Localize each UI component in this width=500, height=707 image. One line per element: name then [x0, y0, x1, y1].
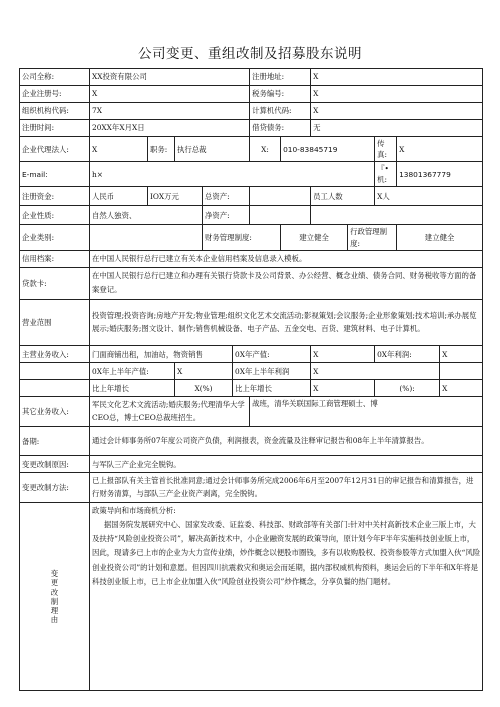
reg-address-label: 注册地址: [250, 69, 311, 86]
h1-output-value: X [175, 363, 233, 380]
org-code-value: 7X [90, 103, 250, 120]
loan-card-label: 贷款卡: [20, 267, 90, 300]
finance-label: 财务管理制度: [203, 225, 281, 250]
growth2-label: 比上年增长 [233, 380, 311, 397]
computer-code-value: X [311, 103, 483, 120]
category-value [90, 225, 203, 250]
company-name-label: 公司全称: [20, 69, 90, 86]
method-value: 已上报部队有关主管首长批准同意;通过会计师事务所完成2006年6月至2007年12月31日的审记报告和清算报告，进行财务清算，与部队三产企业资产剥离，完全脱钩。 [90, 473, 483, 503]
blank-cell [20, 380, 90, 397]
credit-file-value: 在中国人民银行总行已建立有关本企业信用档案及信息录入模板。 [90, 250, 483, 267]
net-assets-blank [311, 206, 483, 225]
position-value: 执行总裁 [175, 137, 250, 162]
reg-address-value: X [311, 69, 483, 86]
change-reason-content [90, 503, 483, 691]
change-reason-side-label: 变更改制理由 [20, 503, 90, 691]
tax-no-label: 税务编号: [250, 86, 311, 103]
admin-label: 行政管理制度: [348, 225, 397, 250]
notes-value: 通过会计师事务所07年度公司资产负债，利润报表，资金流量及注释审记报告和08年上半年清算报告。 [90, 427, 483, 456]
reg-no-value: X [90, 86, 250, 103]
reg-time-label: 注册时间: [20, 120, 90, 137]
mobile-value: 13801367779 [397, 162, 483, 187]
output-value: X [311, 346, 375, 363]
reg-time-value: 20XX年X月X日 [90, 120, 250, 137]
phone-value: 010-83845719 [281, 137, 375, 162]
capital-label: 注册资金: [20, 187, 90, 206]
computer-code-label: 计算机代码: [250, 103, 311, 120]
growth2-value: X [311, 380, 375, 397]
fax-label: 传真: [375, 137, 397, 162]
capital-currency: 人民币 [90, 187, 148, 206]
page-title: 公司变更、重组改制及招募股东说明 [138, 46, 362, 62]
blank-cell [440, 363, 483, 380]
reason-label: 变更改制原因: [20, 456, 90, 473]
tax-no-value: X [311, 86, 483, 103]
nature-label: 企业性质: [20, 206, 90, 225]
growth-value: X(%) [175, 380, 233, 397]
company-name-value: XX投资有限公司 [90, 69, 250, 86]
org-code-label: 组织机构代码: [20, 103, 90, 120]
reason-paragraph: 据国务院发展研究中心、国家发改委、证监委、科技部、财政部等有关部门:针对中关村高新技术企业三版上市，大及扶持“风险创业投资公司”，解决高新技术中，小企业融资发展的政策导向，原计划今年F半年实施科技创业版上市，因此，现请多已上市的企业为大力宣传业绩，炒作概念以便股市圈钱，多有以收购股权、投资参股等方式加盟入伙“风险创业投资公司”的计划和意愿。但因四川抗震救灾和奥运会而延期，据内部权威机构预料，奥运会后的下半年和X年将是科技创业版上市，已上市企业加盟入伙“风险创业投资公司”炒作概念，分享负鬟的热门题材。 [92, 520, 481, 586]
admin-value: 建立健全 [397, 225, 483, 250]
notes-label: 备期: [20, 427, 90, 456]
h1-profit-value: X [311, 363, 440, 380]
method-label: 变更改制方法: [20, 473, 90, 503]
total-assets-value [250, 187, 311, 206]
fax-value: X [397, 137, 483, 162]
legal-rep-label: 企业代理法人: [20, 137, 90, 162]
other-income-value-2: 战班，清华关联国际工商管理硕士、博 [250, 397, 483, 427]
staff-value: X人 [375, 187, 483, 206]
mobile-label: 『•机: [375, 162, 397, 187]
reason-heading: 政策导向和市场商机分析: [92, 506, 176, 516]
net-assets-value [250, 206, 311, 225]
email-label: E-mail: [20, 162, 90, 187]
reason-value: 与军队三产企业完全脱钩。 [90, 456, 483, 473]
email-value: h× [90, 162, 375, 187]
position-label: 职务: [148, 137, 175, 162]
profit-value: X [440, 346, 483, 363]
debt-value: 无 [311, 120, 483, 137]
other-income-value: 军民文化艺术文流活动;婚庆服务;代理清华大学CEO总，博士CEO总裁班招生。 [90, 397, 250, 427]
other-income-label: 其它业务收入: [20, 397, 90, 427]
category-label: 企业类别: [20, 225, 90, 250]
nature-value: 自然人独资、 [90, 206, 203, 225]
total-assets-label: 总资产: [203, 187, 250, 206]
company-info-table [19, 68, 483, 691]
credit-file-label: 信用档案: [20, 250, 90, 267]
pct-value: X [440, 380, 483, 397]
debt-label: 借贷债务: [250, 120, 311, 137]
profit-label: 0X年利润: [375, 346, 440, 363]
net-assets-label: 净资产: [203, 206, 250, 225]
pct-label: (%): [375, 380, 440, 397]
blank-cell [20, 363, 90, 380]
staff-label: 员工人数 [311, 187, 375, 206]
legal-rep-value: X [90, 137, 148, 162]
reg-no-label: 企业注册号: [20, 86, 90, 103]
capital-amount: IOX万元 [148, 187, 203, 206]
finance-value: 建立健全 [281, 225, 348, 250]
main-income-desc: 门面商铺出租，加油站，物资销售 [90, 346, 233, 363]
h1-profit-label: 0X年上半年利润 [233, 363, 311, 380]
loan-card-value: 在中国人民银行总行已建立和办理有关银行贷款卡及公司背景、办公经营、概念业绩、债务合同、财务税收等方面的备案登记。 [90, 267, 483, 300]
scope-value: 投资管理;投资咨询;房地产开发;物业管理;组织文化艺术交流活动;影视策划;会议服务;企业形象策划;技术培训;承办展览展示;婚庆服务;图文设计、制作;销售机械设备、电子产品、五金交电、百货、建筑材料、电子计算机。 [90, 300, 483, 346]
h1-output-label: 0X年上半年产值: [90, 363, 175, 380]
phone-label: X: [250, 137, 281, 162]
output-label: 0X年产值: [233, 346, 311, 363]
main-income-label: 主营业务收入: [20, 346, 90, 363]
growth-label: 比上年增长 [90, 380, 175, 397]
scope-label: 营业范围 [20, 300, 90, 346]
